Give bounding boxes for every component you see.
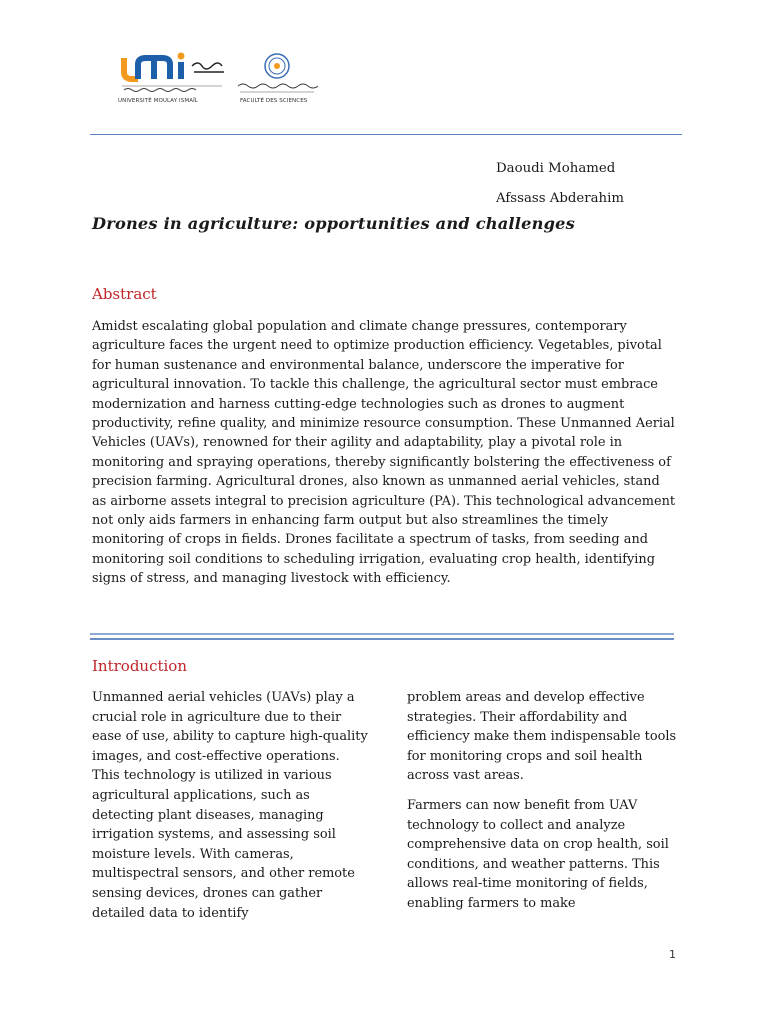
abstract-heading: Abstract [92,285,157,303]
section-divider [90,633,674,643]
abstract-body: Amidst escalating global population and climate change pressures, contemporary agriculture faces the urgent need to optimize production efficiency. Vegetables, pivotal for human sustenance and environmental balance, underscore the imperative for agricultural innovation. To tackle this challenge, the agricultural sector must embrace modernization and harness cutting-edge technologies such as drones to augment productivity, refine quality, and minimize resource consumption. These Unmanned Aerial Vehicles (UAVs), renowned for their agility and adaptability, play a pivotal role in monitoring and spraying operations, thereby significantly bolstering the effectiveness of precision farming. Agricultural drones, also known as unmanned aerial vehicles, stand as airborne assets integral to precision agriculture (PA). This technological advancement not only aids farmers in enhancing farm output but also streamlines the timely monitoring of crops in fields. Drones facilitate a spectrum of tasks, from seeding and monitoring soil conditions to scheduling irrigation, evaluating crop health, identifying signs of stress, and managing livestock with efficiency. [92,319,676,587]
author-name: Afssass Abderahim [496,191,624,206]
faculty-caption: FACULTÉ DES SCIENCES [240,98,308,104]
author-name: Daoudi Mohamed [496,161,616,176]
paper-title: Drones in agriculture: opportunities and challenges [92,214,575,233]
header-logos [118,52,328,112]
introduction-heading: Introduction [92,657,187,675]
intro-paragraph: Unmanned aerial vehicles (UAVs) play a crucial role in agriculture due to their ease of use, ability to capture high-quality images, and cost-effective operations. This technology is utilized in various agricultural applications, such as detecting plant diseases, managing irrigation systems, and assessing soil moisture levels. With cameras, multispectral sensors, and other remote sensing devices, drones can gather detailed data to identify [92,690,368,921]
left-column [92,688,370,933]
page-number: 1 [669,948,676,961]
author-list [496,154,656,214]
intro-paragraph: Farmers can now benefit from UAV technology to collect and analyze comprehensive data on crop health, soil conditions, and weather patterns. This allows real-time monitoring of fields, enabling farmers to make [407,797,669,911]
intro-paragraph: problem areas and develop effective strategies. Their affordability and efficiency make them indispensable tools for monitoring crops and soil health across vast areas. [407,690,677,784]
header-rule [90,134,682,135]
right-column [407,688,677,924]
umi-caption: UNIVERSITÉ MOULAY ISMAÏL [118,98,198,104]
